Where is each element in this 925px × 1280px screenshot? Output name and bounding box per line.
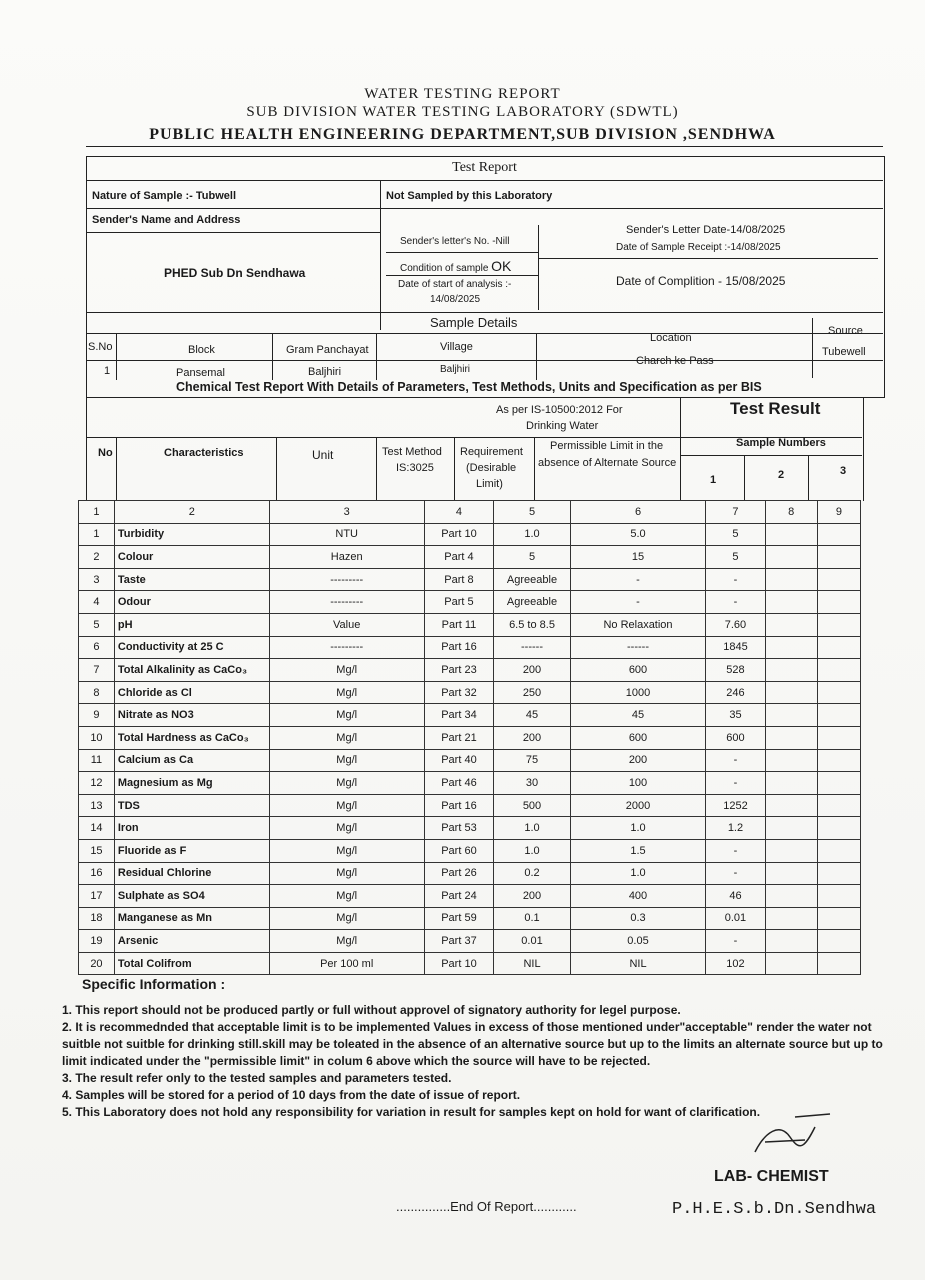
table-cell: Mg/l	[269, 681, 424, 704]
table-cell-empty	[765, 591, 817, 614]
table-row	[79, 636, 861, 659]
start-value: 14/08/2025	[430, 294, 481, 305]
table-cell: 30	[494, 772, 571, 795]
table-cell: 528	[706, 659, 765, 682]
table-cell: 15	[79, 839, 115, 862]
table-cell: Per 100 ml	[269, 952, 424, 975]
rule	[86, 333, 883, 334]
rule	[808, 455, 809, 500]
table-cell: 200	[570, 749, 705, 772]
table-cell-empty	[765, 613, 817, 636]
table-cell-empty	[817, 568, 860, 591]
sd-block: Pansemal	[176, 367, 225, 379]
table-cell: ---------	[269, 568, 424, 591]
rule	[86, 360, 883, 361]
table-cell: Part 46	[424, 772, 494, 795]
table-cell: 45	[494, 704, 571, 727]
note-5: 5. This Laboratory does not hold any responsibility for variation in result for samples kept on hold for want of clarification.	[62, 1105, 761, 1119]
table-cell: -	[706, 591, 765, 614]
table-cell-empty	[765, 523, 817, 546]
table-cell: 35	[706, 704, 765, 727]
rule	[744, 455, 745, 500]
table-cell: Mg/l	[269, 862, 424, 885]
col-num: 3	[269, 501, 424, 524]
table-cell: Part 8	[424, 568, 494, 591]
col-num: 9	[817, 501, 860, 524]
table-cell: 600	[706, 726, 765, 749]
table-cell: 12	[79, 772, 115, 795]
table-cell: 45	[570, 704, 705, 727]
sd-head-gp: Gram Panchayat	[286, 344, 369, 356]
table-cell: 600	[570, 726, 705, 749]
table-cell: 7	[79, 659, 115, 682]
table-cell: Part 60	[424, 839, 494, 862]
table-cell: 3	[79, 568, 115, 591]
col-num: 1	[79, 501, 115, 524]
rule	[86, 180, 883, 181]
table-cell: 200	[494, 885, 571, 908]
sample-details-title: Sample Details	[430, 315, 518, 330]
specific-info-title: Specific Information :	[82, 976, 226, 992]
sample-numbers: Sample Numbers	[736, 437, 826, 449]
table-cell: Fluoride as F	[114, 839, 269, 862]
table-cell: 0.01	[494, 930, 571, 953]
table-cell: 200	[494, 659, 571, 682]
table-cell: 400	[570, 885, 705, 908]
nature-of-sample: Nature of Sample :- Tubwell	[92, 190, 237, 202]
table-cell: Colour	[114, 546, 269, 569]
table-cell: 11	[79, 749, 115, 772]
table-cell: 1845	[706, 636, 765, 659]
col-no: No	[98, 447, 113, 459]
rule	[116, 437, 117, 500]
table-cell: Part 11	[424, 613, 494, 636]
table-cell: Chloride as Cl	[114, 681, 269, 704]
table-cell: ---------	[269, 636, 424, 659]
rule	[534, 437, 535, 500]
table-cell-empty	[817, 885, 860, 908]
col-limit: Limit)	[476, 478, 503, 490]
letter-date: Sender's Letter Date-14/08/2025	[626, 224, 786, 236]
table-cell: 0.05	[570, 930, 705, 953]
table-cell: Manganese as Mn	[114, 907, 269, 930]
table-cell-empty	[817, 862, 860, 885]
table-cell-empty	[817, 726, 860, 749]
table-cell-empty	[765, 839, 817, 862]
table-cell: 250	[494, 681, 571, 704]
table-cell: Sulphate as SO4	[114, 885, 269, 908]
table-cell-empty	[765, 681, 817, 704]
table-cell-empty	[765, 568, 817, 591]
report-title: WATER TESTING REPORT	[364, 86, 561, 102]
table-cell-empty	[765, 885, 817, 908]
rule	[272, 333, 273, 380]
table-cell-empty	[765, 659, 817, 682]
table-cell: 4	[79, 591, 115, 614]
table-row	[79, 546, 861, 569]
table-cell: Mg/l	[269, 930, 424, 953]
table-cell: Mg/l	[269, 794, 424, 817]
signature-icon	[745, 1112, 835, 1162]
condition-value: OK	[491, 258, 512, 274]
not-sampled-note: Not Sampled by this Laboratory	[386, 190, 553, 202]
table-cell-empty	[817, 546, 860, 569]
table-row	[79, 568, 861, 591]
table-cell: Part 16	[424, 636, 494, 659]
table-cell: 102	[706, 952, 765, 975]
table-cell-empty	[765, 817, 817, 840]
table-cell: -	[706, 568, 765, 591]
table-row	[79, 681, 861, 704]
table-cell: Mg/l	[269, 659, 424, 682]
table-cell-empty	[765, 952, 817, 975]
table-cell: Taste	[114, 568, 269, 591]
table-cell-empty	[765, 749, 817, 772]
table-cell: 1.0	[494, 817, 571, 840]
table-cell: 1	[79, 523, 115, 546]
table-cell: -	[706, 930, 765, 953]
table-cell: 1252	[706, 794, 765, 817]
table-cell-empty	[817, 704, 860, 727]
rule	[386, 275, 538, 276]
table-cell: 16	[79, 862, 115, 885]
table-cell: -	[570, 568, 705, 591]
sd-head-block: Block	[188, 344, 215, 356]
chem-title: Chemical Test Report With Details of Parameters, Test Methods, Units and Specification as per BIS	[176, 380, 762, 394]
table-cell-empty	[817, 749, 860, 772]
table-cell: 5	[79, 613, 115, 636]
table-cell: 6.5 to 8.5	[494, 613, 571, 636]
col-unit: Unit	[312, 448, 334, 462]
table-cell: Total Alkalinity as CaCo₃	[114, 659, 269, 682]
table-cell-empty	[817, 952, 860, 975]
rule	[538, 225, 539, 310]
table-cell: Part 16	[424, 794, 494, 817]
rule	[536, 333, 537, 380]
table-cell: -	[706, 772, 765, 795]
table-cell: Mg/l	[269, 817, 424, 840]
table-cell: 5.0	[570, 523, 705, 546]
sd-head-sno: S.No	[88, 341, 113, 353]
table-cell: Agreeable	[494, 591, 571, 614]
table-row	[79, 907, 861, 930]
table-cell-empty	[817, 930, 860, 953]
note-3: 3. The result refer only to the tested samples and parameters tested.	[62, 1071, 452, 1085]
table-cell: NIL	[570, 952, 705, 975]
rule	[376, 333, 377, 380]
table-cell: Total Colifrom	[114, 952, 269, 975]
col-num: 6	[570, 501, 705, 524]
header-rule	[86, 146, 883, 147]
sd-source: Tubewell	[822, 346, 866, 358]
sample-3: 3	[840, 465, 847, 477]
table-cell: Mg/l	[269, 772, 424, 795]
table-cell: 1.0	[570, 817, 705, 840]
table-cell: Nitrate as NO3	[114, 704, 269, 727]
table-cell: Part 37	[424, 930, 494, 953]
table-cell: 18	[79, 907, 115, 930]
rule	[116, 333, 117, 380]
sd-gp: Baljhiri	[308, 366, 342, 378]
table-cell-empty	[765, 636, 817, 659]
table-cell: ------	[570, 636, 705, 659]
table-row	[79, 885, 861, 908]
table-row	[79, 726, 861, 749]
table-cell: 75	[494, 749, 571, 772]
table-row	[79, 591, 861, 614]
table-row	[79, 794, 861, 817]
table-cell: 1.5	[570, 839, 705, 862]
note-1: 1. This report should not be produced partly or full without approvel of signatory authority for legel purpose.	[62, 1003, 681, 1017]
table-cell: Hazen	[269, 546, 424, 569]
table-cell: Arsenic	[114, 930, 269, 953]
table-cell: NTU	[269, 523, 424, 546]
sample-2: 2	[778, 469, 785, 481]
parameter-table	[78, 500, 861, 975]
start-label: Date of start of analysis :-	[398, 279, 512, 290]
table-cell: Mg/l	[269, 726, 424, 749]
table-cell-empty	[817, 839, 860, 862]
sd-location: Charch ke Pass	[636, 355, 714, 367]
table-cell: Part 34	[424, 704, 494, 727]
table-cell: TDS	[114, 794, 269, 817]
table-cell: 15	[570, 546, 705, 569]
table-row	[79, 862, 861, 885]
table-cell-empty	[765, 907, 817, 930]
table-cell: Agreeable	[494, 568, 571, 591]
table-cell-empty	[765, 704, 817, 727]
table-cell: -	[706, 749, 765, 772]
table-cell: 13	[79, 794, 115, 817]
specific-notes	[62, 1002, 892, 1121]
table-cell-empty	[817, 523, 860, 546]
table-cell-empty	[817, 681, 860, 704]
table-cell: 8	[79, 681, 115, 704]
table-cell-empty	[765, 546, 817, 569]
table-cell: Part 40	[424, 749, 494, 772]
table-cell: Mg/l	[269, 885, 424, 908]
table-cell: Total Hardness as CaCo₃	[114, 726, 269, 749]
table-cell: ------	[494, 636, 571, 659]
table-cell: No Relaxation	[570, 613, 705, 636]
rule	[812, 318, 813, 378]
sd-head-source: Source	[828, 325, 863, 337]
col-num: 7	[706, 501, 765, 524]
table-cell-empty	[817, 613, 860, 636]
table-cell: Part 10	[424, 952, 494, 975]
table-cell: 1000	[570, 681, 705, 704]
table-cell: Mg/l	[269, 907, 424, 930]
table-cell: 5	[706, 546, 765, 569]
table-row	[79, 749, 861, 772]
table-row	[79, 613, 861, 636]
table-cell: 500	[494, 794, 571, 817]
table-cell: 46	[706, 885, 765, 908]
rule	[680, 397, 681, 500]
col-num: 5	[494, 501, 571, 524]
table-cell: 17	[79, 885, 115, 908]
table-cell: 0.01	[706, 907, 765, 930]
table-cell: Iron	[114, 817, 269, 840]
table-cell: Part 4	[424, 546, 494, 569]
sample-1: 1	[710, 474, 717, 486]
rule	[380, 180, 381, 330]
col-num: 4	[424, 501, 494, 524]
table-row	[79, 659, 861, 682]
sd-head-location: Location	[650, 332, 692, 344]
table-cell: 2000	[570, 794, 705, 817]
sender-name-label: Sender's Name and Address	[92, 214, 241, 226]
table-cell: 1.0	[570, 862, 705, 885]
table-cell: Magnesium as Mg	[114, 772, 269, 795]
parameter-table-body	[79, 501, 861, 975]
table-row	[79, 930, 861, 953]
condition-label	[400, 258, 511, 274]
table-cell: 100	[570, 772, 705, 795]
test-result-heading: Test Result	[730, 399, 821, 418]
table-cell: -	[570, 591, 705, 614]
table-cell: ---------	[269, 591, 424, 614]
rule	[538, 258, 878, 259]
rule	[386, 252, 538, 253]
table-cell: NIL	[494, 952, 571, 975]
col-permissible-2: absence of Alternate Source	[538, 457, 677, 469]
table-cell: Part 53	[424, 817, 494, 840]
table-cell-empty	[765, 726, 817, 749]
department-name: PUBLIC HEALTH ENGINEERING DEPARTMENT,SUB DIVISION ,SENDHWA	[149, 126, 776, 143]
table-cell: Calcium as Ca	[114, 749, 269, 772]
table-cell: Part 5	[424, 591, 494, 614]
as-per-is: As per IS-10500:2012 For	[496, 404, 623, 416]
table-cell: Mg/l	[269, 704, 424, 727]
table-cell-empty	[765, 862, 817, 885]
lab-chemist: LAB- CHEMIST	[714, 1168, 829, 1185]
table-cell: 200	[494, 726, 571, 749]
table-cell: 14	[79, 817, 115, 840]
table-cell: 246	[706, 681, 765, 704]
sd-village: Baljhiri	[440, 364, 471, 375]
col-permissible-1: Permissible Limit in the	[550, 440, 664, 452]
table-cell-empty	[817, 817, 860, 840]
office-stamp: P.H.E.S.b.Dn.Sendhwa	[672, 1200, 877, 1219]
col-num: 8	[765, 501, 817, 524]
table-cell: Value	[269, 613, 424, 636]
sender-value: PHED Sub Dn Sendhawa	[164, 266, 306, 280]
table-cell-empty	[817, 794, 860, 817]
table-row	[79, 817, 861, 840]
table-cell: Part 21	[424, 726, 494, 749]
table-cell: 0.2	[494, 862, 571, 885]
table-cell-empty	[765, 772, 817, 795]
note-2: 2. It is recommednded that acceptable limit is to be implemented Values in excess of those mentioned under"acceptable" render the water not suitble not suitble for drinking still.skill may be toleated in the absence of an alternative source but up to the limits an alternate source but up to limit indicated under the "permissible limit" in colum 6 above which the source will have to be rejected.	[62, 1020, 883, 1068]
table-cell: 7.60	[706, 613, 765, 636]
table-row	[79, 523, 861, 546]
table-cell: Odour	[114, 591, 269, 614]
drinking-water: Drinking Water	[526, 420, 599, 432]
note-4: 4. Samples will be stored for a period of 10 days from the date of issue of report.	[62, 1088, 521, 1102]
table-row	[79, 772, 861, 795]
table-cell: 1.0	[494, 523, 571, 546]
condition-label-text: Condition of sample	[400, 263, 489, 274]
rule	[276, 437, 277, 500]
table-cell: 2	[79, 546, 115, 569]
table-cell: Part 59	[424, 907, 494, 930]
table-cell: Conductivity at 25 C	[114, 636, 269, 659]
table-cell: 5	[706, 523, 765, 546]
table-cell-empty	[817, 907, 860, 930]
table-cell: 10	[79, 726, 115, 749]
end-of-report: ...............End Of Report............	[396, 1199, 577, 1214]
table-cell-empty	[817, 636, 860, 659]
table-row	[79, 952, 861, 975]
rule	[454, 437, 455, 500]
rule	[680, 455, 862, 456]
col-characteristics: Characteristics	[164, 447, 244, 459]
table-cell: Part 23	[424, 659, 494, 682]
sd-head-village: Village	[440, 341, 473, 353]
col-num: 2	[114, 501, 269, 524]
table-cell: -	[706, 862, 765, 885]
table-cell: 5	[494, 546, 571, 569]
table-cell-empty	[765, 930, 817, 953]
test-report-label: Test Report	[452, 160, 517, 175]
col-desirable: (Desirable	[466, 462, 517, 474]
table-cell: 6	[79, 636, 115, 659]
table-cell: Part 26	[424, 862, 494, 885]
rule	[376, 437, 377, 500]
table-cell: Part 24	[424, 885, 494, 908]
table-cell-empty	[765, 794, 817, 817]
table-cell: Turbidity	[114, 523, 269, 546]
lab-name: SUB DIVISION WATER TESTING LABORATORY (SDWTL)	[246, 104, 679, 120]
table-cell: 19	[79, 930, 115, 953]
table-cell-empty	[817, 772, 860, 795]
sd-sno: 1	[104, 365, 111, 377]
table-cell-empty	[817, 659, 860, 682]
receipt-date: Date of Sample Receipt :-14/08/2025	[616, 242, 781, 253]
table-cell: Part 32	[424, 681, 494, 704]
table-cell-empty	[817, 591, 860, 614]
letter-no: Sender's letter's No. -Nill	[400, 236, 510, 247]
column-number-row	[79, 501, 861, 524]
table-cell: 0.1	[494, 907, 571, 930]
table-cell: pH	[114, 613, 269, 636]
col-requirement: Requirement	[460, 446, 523, 458]
table-row	[79, 839, 861, 862]
table-cell: Mg/l	[269, 839, 424, 862]
rule	[86, 208, 883, 209]
table-cell: -	[706, 839, 765, 862]
table-cell: 1.2	[706, 817, 765, 840]
table-row	[79, 704, 861, 727]
table-cell: 9	[79, 704, 115, 727]
table-cell: 1.0	[494, 839, 571, 862]
table-cell: Residual Chlorine	[114, 862, 269, 885]
table-cell: 20	[79, 952, 115, 975]
table-cell: Part 10	[424, 523, 494, 546]
rule	[86, 312, 883, 313]
rule	[86, 232, 380, 233]
table-cell: Mg/l	[269, 749, 424, 772]
table-cell: 0.3	[570, 907, 705, 930]
col-method-is: IS:3025	[396, 462, 434, 474]
col-method: Test Method	[382, 446, 442, 458]
completion-date: Date of Complition - 15/08/2025	[616, 274, 786, 288]
table-cell: 600	[570, 659, 705, 682]
